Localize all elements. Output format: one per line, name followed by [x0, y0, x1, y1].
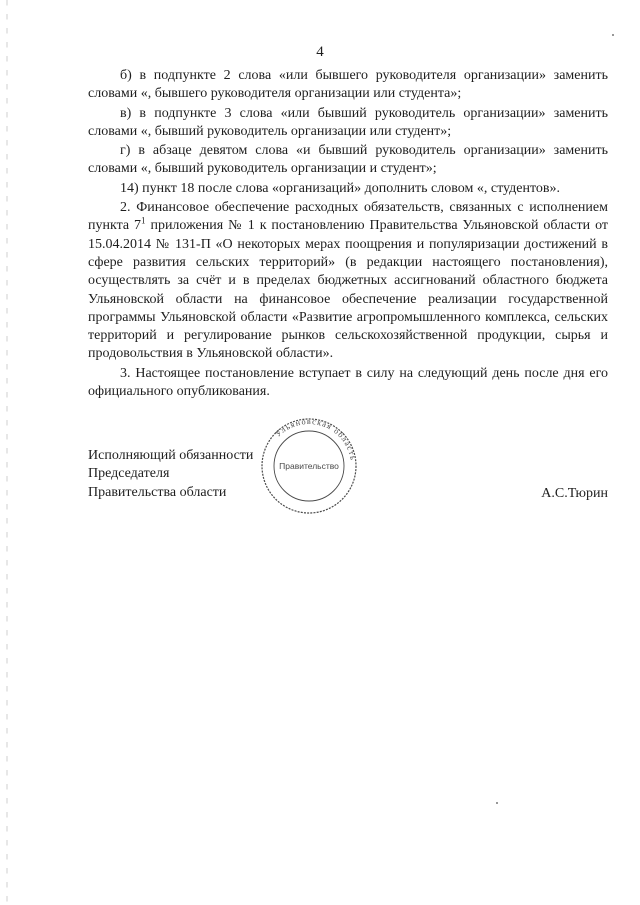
paragraph-section-2-text-b: приложения № 1 к постановлению Правительства Ульяновской области от 15.04.2014 № 131-П «О некоторых мерах поощрения и популяризации достижений в сфере развития сельских территорий» (в редакции настоящего постановления), осуществлять за счёт и в пределах бюджетных ассигнований областного бюджета Ульяновской области на финансовое обеспечение реализации государственной программы Ульяновской области «Развитие агропромышленного комплекса, сельских территорий и регулирование рынков сельскохозяйственной продукции, сырья и продовольствия в Ульяновской области». — [88, 218, 609, 362]
paragraph-section-3: 3. Настоящее постановление вступает в силу на следующий день после дня его официального опубликования. — [88, 365, 608, 400]
superscript-index: 1 — [141, 215, 146, 226]
signatory-title-line-2: Председателя — [88, 466, 170, 482]
scan-speck — [612, 34, 614, 36]
signatory-name: А.С.Тюрин — [541, 486, 608, 501]
paragraph-section-2 — [88, 199, 608, 364]
scan-edge-marks — [6, 0, 8, 905]
paragraph-subitem-b: б) в подпункте 2 слова «или бывшего руководителя организации» заменить словами «, бывшего руководителя организации или студента»; — [88, 68, 608, 102]
paragraph-subitem-v: в) в подпункте 3 слова «или бывший руководитель организации» заменить словами «, бывший руководитель организации или студент»; — [88, 105, 608, 139]
paragraph-subitem-g: г) в абзаце девятом слова «и бывший руководитель организации» заменить словами «, бывший руководитель организации и студент»; — [88, 143, 608, 177]
document-body — [88, 67, 608, 401]
signatory-title-line-3: Правительства области — [88, 484, 227, 500]
seal-ring-text: Ульяновская область — [273, 416, 358, 462]
seal-center-text: Правительство — [279, 461, 339, 471]
paragraph-section-2-text-a: 2. Финансовое обеспечение расходных обязательств, связанных с исполнением пункта 7 — [88, 200, 608, 234]
paragraph-item-14: 14) пункт 18 после слова «организаций» дополнить словом «, студентов». — [120, 180, 560, 196]
page-number: 4 — [316, 44, 324, 60]
official-seal-stamp — [258, 416, 360, 516]
scan-speck — [496, 802, 498, 804]
signatory-title — [88, 447, 253, 502]
signatory-title-line-1: Исполняющий обязанности — [88, 448, 254, 463]
